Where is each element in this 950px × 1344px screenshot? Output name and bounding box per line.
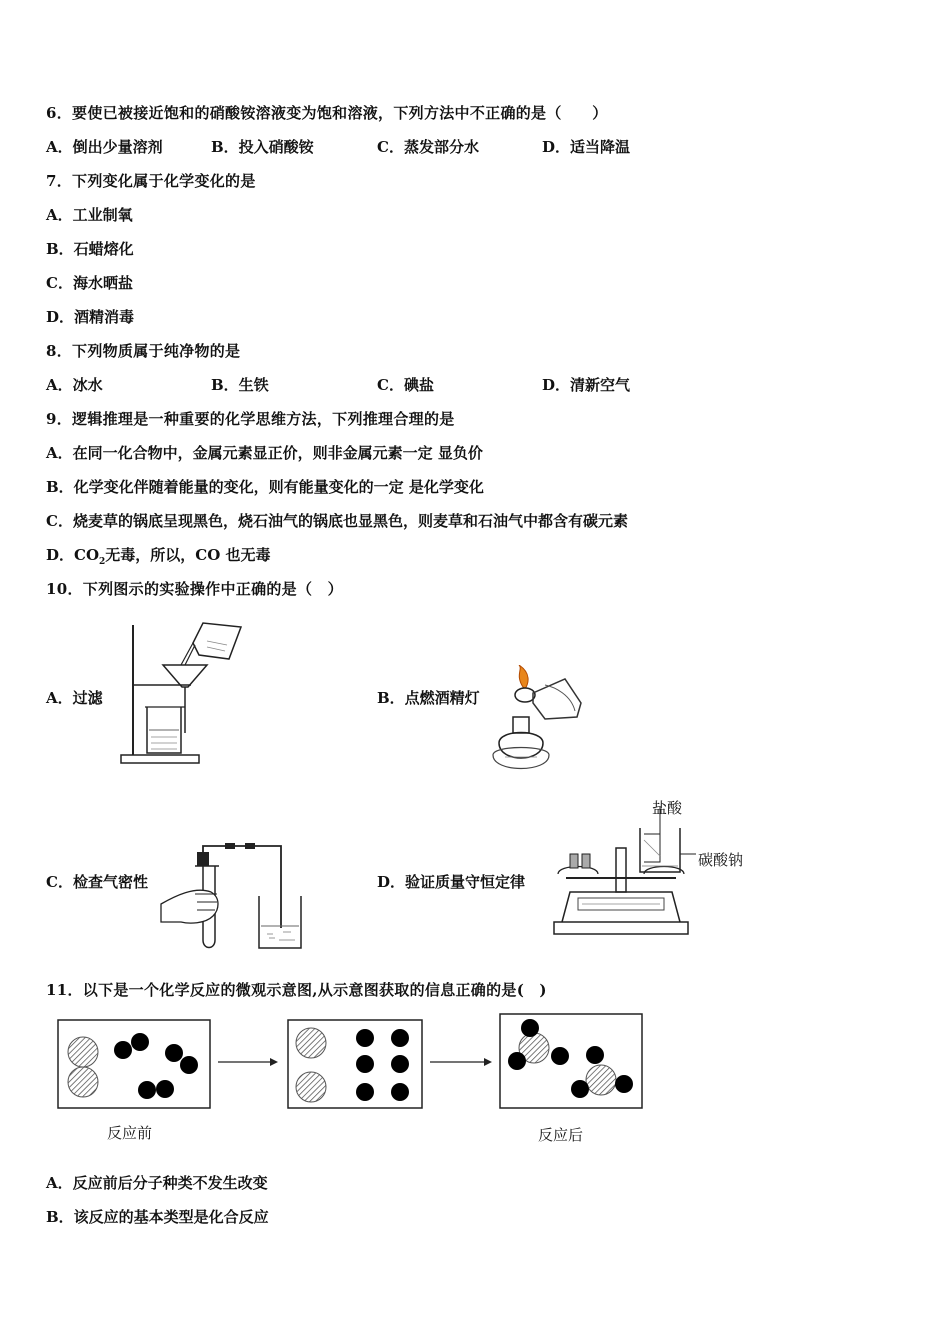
q6-stem: 6．要使已被接近饱和的硝酸铵溶液变为饱和溶液，下列方法中不正确的是（ ） — [46, 104, 608, 122]
q9-option-c[interactable]: C．烧麦草的锅底呈现黑色，烧石油气的锅底也显黑色，则麦草和石油气中都含有碳元素 — [46, 512, 628, 530]
q10-option-a[interactable]: A．过滤 — [46, 689, 103, 707]
q7-option-c[interactable]: C．海水晒盐 — [46, 274, 133, 292]
q9-option-d-suffix: 无毒，所以，CO 也无毒 — [105, 546, 271, 564]
q9-option-d-prefix: D．CO — [46, 546, 100, 564]
q6-option-a[interactable]: A．倒出少量溶剂 — [46, 138, 163, 156]
q10-option-b[interactable]: B．点燃酒精灯 — [377, 689, 480, 707]
q6-option-c[interactable]: C．蒸发部分水 — [377, 138, 479, 156]
q7-option-d[interactable]: D．酒精消毒 — [46, 308, 135, 326]
q6-option-b[interactable]: B．投入硝酸铵 — [211, 138, 314, 156]
q11-option-b[interactable]: B．该反应的基本类型是化合反应 — [46, 1208, 269, 1226]
q9-option-b[interactable]: B．化学变化伴随着能量的变化，则有能量变化的一定 是化学变化 — [46, 478, 484, 496]
q8-option-b[interactable]: B．生铁 — [211, 376, 269, 394]
q9-option-a[interactable]: A．在同一化合物中，金属元素显正价，则非金属元素一定 显负价 — [46, 444, 483, 462]
q7-option-b[interactable]: B．石蜡熔化 — [46, 240, 134, 258]
q8-stem: 8．下列物质属于纯净物的是 — [46, 342, 241, 360]
caption-after-reaction: 反应后 — [538, 1126, 584, 1144]
after-reaction-box — [500, 1014, 642, 1108]
intermediate-box — [288, 1020, 422, 1108]
q8-option-a[interactable]: A．冰水 — [46, 376, 103, 394]
q9-option-d-subscript: 2 — [99, 557, 106, 567]
q7-stem: 7．下列变化属于化学变化的是 — [46, 172, 256, 190]
q10-option-c[interactable]: C．检查气密性 — [46, 873, 148, 891]
q9-stem: 9．逻辑推理是一种重要的化学思维方法，下列推理合理的是 — [46, 410, 455, 428]
q11-option-a[interactable]: A．反应前后分子种类不发生改变 — [46, 1174, 268, 1192]
q8-option-d[interactable]: D．清新空气 — [542, 376, 631, 394]
alcohol-lamp-figure — [485, 665, 590, 775]
filtration-figure — [115, 615, 255, 765]
q8-option-c[interactable]: C．碘盐 — [377, 376, 434, 394]
q10-option-d[interactable]: D．验证质量守恒定律 — [377, 873, 526, 891]
airtight-check-figure — [155, 838, 315, 953]
q7-option-a[interactable]: A．工业制氧 — [46, 206, 133, 224]
q10-stem: 10．下列图示的实验操作中正确的是（ ） — [46, 580, 343, 598]
caption-before-reaction: 反应前 — [107, 1124, 153, 1142]
before-reaction-box — [58, 1020, 210, 1108]
q9-option-d[interactable] — [46, 544, 271, 567]
q6-option-d[interactable]: D．适当降温 — [542, 138, 631, 156]
reaction-diagram — [50, 1010, 660, 1115]
label-hydrochloric-acid: 盐酸 — [652, 799, 683, 817]
label-sodium-carbonate: 碳酸钠 — [698, 851, 744, 869]
q11-stem: 11．以下是一个化学反应的微观示意图,从示意图获取的信息正确的是( ) — [46, 981, 547, 999]
